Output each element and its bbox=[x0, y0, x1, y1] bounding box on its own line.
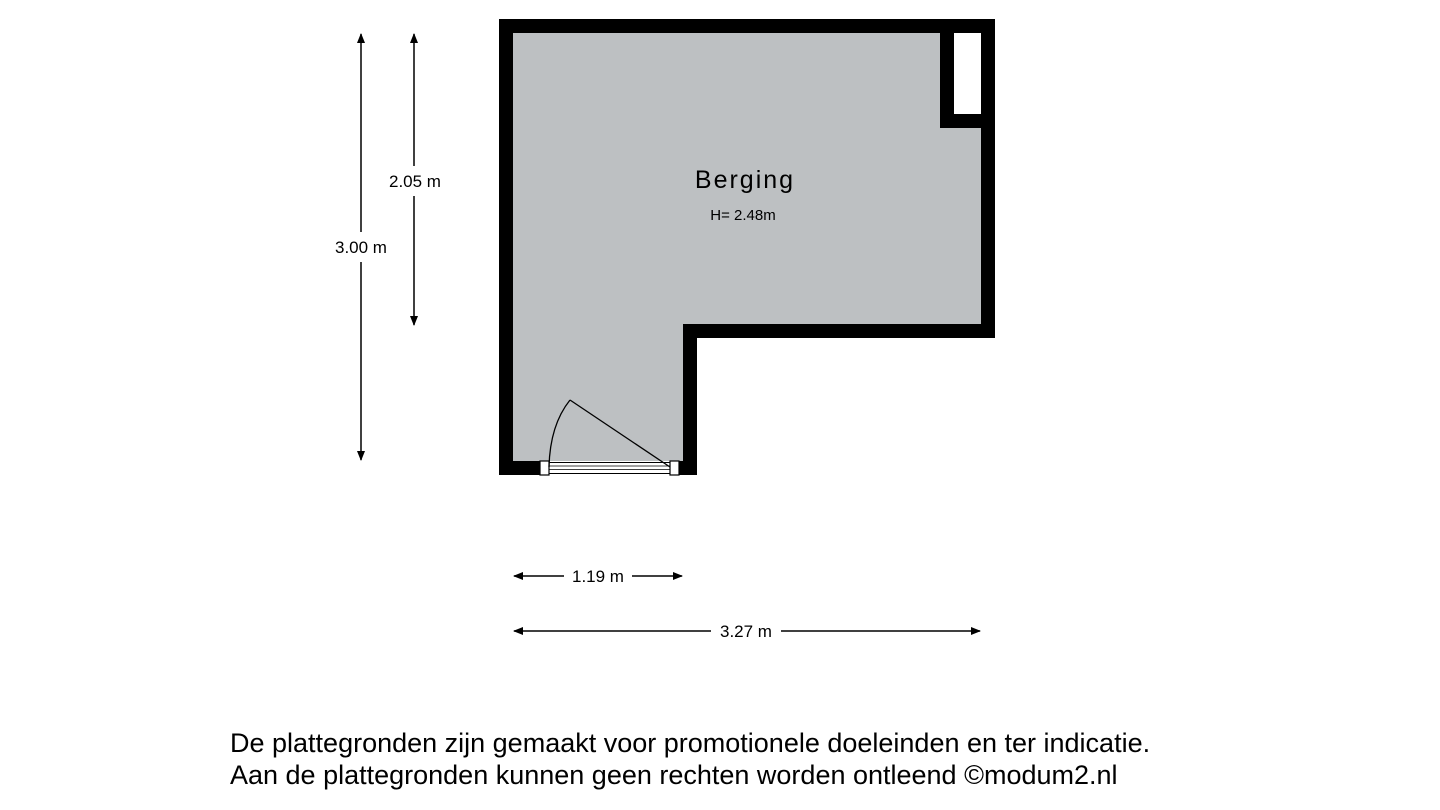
dimension-bottom-partial bbox=[514, 567, 682, 586]
room-height: H= 2.48m bbox=[710, 207, 776, 224]
disclaimer-line-1: De plattegronden zijn gemaakt voor promotionele doeleinden en ter indicatie. bbox=[230, 728, 1151, 758]
wall-niche bbox=[954, 33, 981, 114]
dimension-bottom-total bbox=[514, 622, 980, 641]
room-floor bbox=[513, 33, 981, 461]
dimension-left-partial bbox=[389, 34, 441, 325]
dimension-label-bottom-partial: 1.19 m bbox=[572, 567, 624, 586]
disclaimer-line-2: Aan de plattegronden kunnen geen rechten worden ontleend ©modum2.nl bbox=[230, 760, 1118, 790]
dimension-label-bottom-total: 3.27 m bbox=[720, 622, 772, 641]
room-name: Berging bbox=[694, 166, 796, 194]
dimension-label-left-partial: 2.05 m bbox=[389, 172, 441, 191]
disclaimer bbox=[230, 727, 1150, 791]
dimension-label-left-total: 3.00 m bbox=[335, 238, 387, 257]
dimension-left-total bbox=[335, 34, 387, 460]
